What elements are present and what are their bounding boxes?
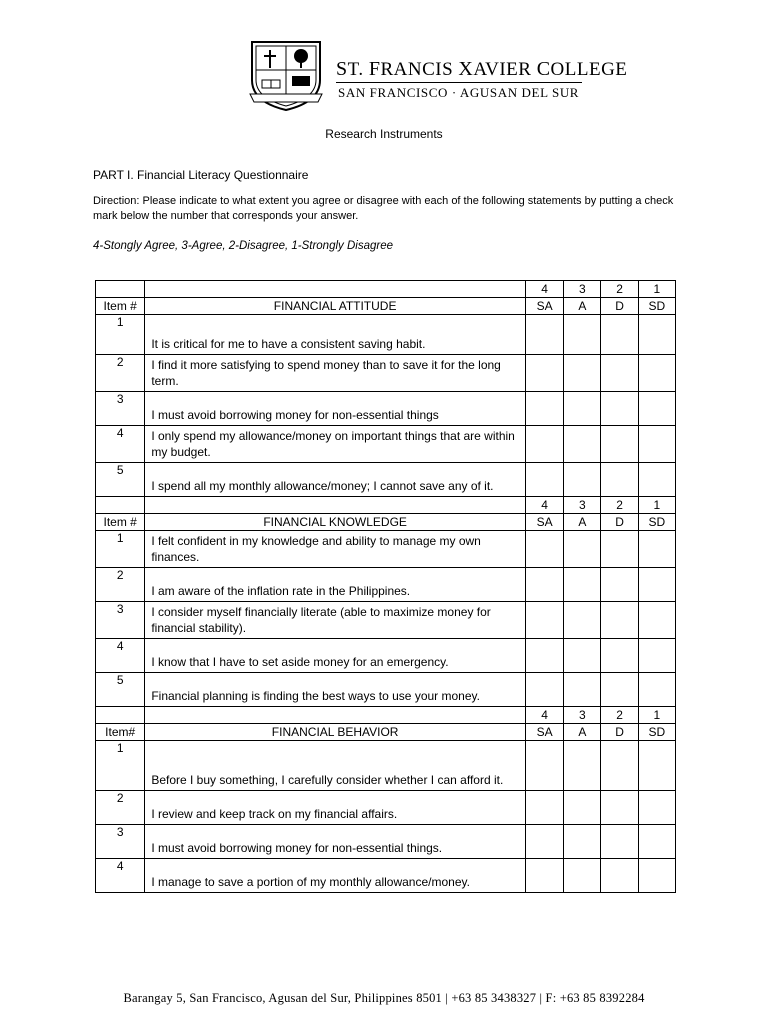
blank-cell <box>145 281 526 298</box>
college-seal-icon <box>246 36 326 112</box>
answer-checkbox-cell[interactable] <box>525 602 563 639</box>
item-number: 5 <box>96 673 145 707</box>
scale-code: SA <box>525 514 563 531</box>
statement-text: I must avoid borrowing money for non-essential things <box>145 392 526 426</box>
item-number: 3 <box>96 825 145 859</box>
scale-number-row <box>96 707 676 724</box>
section-title: FINANCIAL ATTITUDE <box>145 298 526 315</box>
answer-checkbox-cell[interactable] <box>525 791 563 825</box>
table-row <box>96 825 676 859</box>
answer-checkbox-cell[interactable] <box>638 602 675 639</box>
statement-text: I manage to save a portion of my monthly allowance/money. <box>145 859 526 893</box>
answer-checkbox-cell[interactable] <box>638 426 675 463</box>
scale-code: SD <box>638 298 675 315</box>
table-row <box>96 741 676 791</box>
answer-checkbox-cell[interactable] <box>525 355 563 392</box>
statement-text: I know that I have to set aside money for an emergency. <box>145 639 526 673</box>
answer-checkbox-cell[interactable] <box>525 639 563 673</box>
answer-checkbox-cell[interactable] <box>525 741 563 791</box>
answer-checkbox-cell[interactable] <box>564 531 601 568</box>
scale-number-row <box>96 281 676 298</box>
answer-checkbox-cell[interactable] <box>564 426 601 463</box>
answer-checkbox-cell[interactable] <box>638 741 675 791</box>
scale-number: 4 <box>525 707 563 724</box>
answer-checkbox-cell[interactable] <box>638 355 675 392</box>
answer-checkbox-cell[interactable] <box>638 825 675 859</box>
answer-checkbox-cell[interactable] <box>601 463 638 497</box>
scale-number: 1 <box>638 497 675 514</box>
answer-checkbox-cell[interactable] <box>601 791 638 825</box>
answer-checkbox-cell[interactable] <box>564 355 601 392</box>
answer-checkbox-cell[interactable] <box>601 859 638 893</box>
answer-checkbox-cell[interactable] <box>601 673 638 707</box>
table-row <box>96 463 676 497</box>
item-number: 3 <box>96 602 145 639</box>
scale-number: 2 <box>601 497 638 514</box>
answer-checkbox-cell[interactable] <box>525 426 563 463</box>
scale-number-row <box>96 497 676 514</box>
item-number: 2 <box>96 568 145 602</box>
statement-text: I am aware of the inflation rate in the Philippines. <box>145 568 526 602</box>
item-number-header: Item# <box>96 724 145 741</box>
item-number: 1 <box>96 741 145 791</box>
direction-text: Direction: Please indicate to what extent you agree or disagree with each of the following statements by putting a check mark below the number that corresponds your answer. <box>93 195 674 222</box>
answer-checkbox-cell[interactable] <box>601 825 638 859</box>
blank-cell <box>96 497 145 514</box>
section-title: FINANCIAL BEHAVIOR <box>145 724 526 741</box>
answer-checkbox-cell[interactable] <box>525 463 563 497</box>
item-number: 3 <box>96 392 145 426</box>
table-row <box>96 859 676 893</box>
answer-checkbox-cell[interactable] <box>525 392 563 426</box>
answer-checkbox-cell[interactable] <box>525 673 563 707</box>
answer-checkbox-cell[interactable] <box>564 392 601 426</box>
statement-text: I find it more satisfying to spend money than to save it for the long term. <box>145 355 526 392</box>
answer-checkbox-cell[interactable] <box>601 639 638 673</box>
item-number: 2 <box>96 791 145 825</box>
statement-text: Financial planning is finding the best ways to use your money. <box>145 673 526 707</box>
item-number: 5 <box>96 463 145 497</box>
table-row <box>96 426 676 463</box>
answer-checkbox-cell[interactable] <box>525 859 563 893</box>
statement-text: I consider myself financially literate (able to maximize money for financial stability). <box>145 602 526 639</box>
answer-checkbox-cell[interactable] <box>564 568 601 602</box>
scale-number: 3 <box>564 707 601 724</box>
answer-checkbox-cell[interactable] <box>601 531 638 568</box>
scale-number: 3 <box>564 497 601 514</box>
section-header-row <box>96 514 676 531</box>
scale-code: A <box>564 724 601 741</box>
statement-text: Before I buy something, I carefully consider whether I can afford it. <box>145 741 526 791</box>
table-row <box>96 673 676 707</box>
scale-code: A <box>564 514 601 531</box>
scale-number: 2 <box>601 707 638 724</box>
scale-code: SD <box>638 514 675 531</box>
section-header-row <box>96 724 676 741</box>
part-title: PART I. Financial Literacy Questionnaire <box>93 168 309 182</box>
item-number: 2 <box>96 355 145 392</box>
answer-checkbox-cell[interactable] <box>564 859 601 893</box>
answer-checkbox-cell[interactable] <box>601 741 638 791</box>
table-row <box>96 355 676 392</box>
statement-text: I only spend my allowance/money on important things that are within my budget. <box>145 426 526 463</box>
scale-number: 1 <box>638 281 675 298</box>
answer-checkbox-cell[interactable] <box>525 531 563 568</box>
scale-number: 4 <box>525 281 563 298</box>
scale-code: D <box>601 298 638 315</box>
blank-cell <box>96 707 145 724</box>
rating-scale: 4-Stongly Agree, 3-Agree, 2-Disagree, 1-Strongly Disagree <box>93 240 393 252</box>
answer-checkbox-cell[interactable] <box>564 825 601 859</box>
answer-checkbox-cell[interactable] <box>564 673 601 707</box>
item-number-header: Item # <box>96 514 145 531</box>
answer-checkbox-cell[interactable] <box>638 639 675 673</box>
scale-code: D <box>601 724 638 741</box>
scale-number: 2 <box>601 281 638 298</box>
statement-text: I felt confident in my knowledge and ability to manage my own finances. <box>145 531 526 568</box>
answer-checkbox-cell[interactable] <box>564 791 601 825</box>
item-number: 4 <box>96 426 145 463</box>
answer-checkbox-cell[interactable] <box>638 392 675 426</box>
scale-code: SA <box>525 724 563 741</box>
answer-checkbox-cell[interactable] <box>601 426 638 463</box>
footer-address: Barangay 5, San Francisco, Agusan del Sur, Philippines 8501 | +63 85 3438327 | F: +63 85 8392284 <box>123 991 645 1005</box>
answer-checkbox-cell[interactable] <box>638 568 675 602</box>
section-header-row <box>96 298 676 315</box>
answer-checkbox-cell[interactable] <box>564 315 601 355</box>
table-row <box>96 531 676 568</box>
answer-checkbox-cell[interactable] <box>525 315 563 355</box>
scale-number: 3 <box>564 281 601 298</box>
scale-code: A <box>564 298 601 315</box>
header-rule <box>336 82 582 83</box>
answer-checkbox-cell[interactable] <box>638 531 675 568</box>
answer-checkbox-cell[interactable] <box>564 741 601 791</box>
answer-checkbox-cell[interactable] <box>564 639 601 673</box>
answer-checkbox-cell[interactable] <box>638 315 675 355</box>
answer-checkbox-cell[interactable] <box>564 463 601 497</box>
table-row <box>96 392 676 426</box>
table-row <box>96 315 676 355</box>
statement-text: I spend all my monthly allowance/money; I cannot save any of it. <box>145 463 526 497</box>
answer-checkbox-cell[interactable] <box>638 791 675 825</box>
section-title: FINANCIAL KNOWLEDGE <box>145 514 526 531</box>
answer-checkbox-cell[interactable] <box>601 392 638 426</box>
blank-cell <box>96 281 145 298</box>
item-number: 1 <box>96 531 145 568</box>
college-name: ST. FRANCIS XAVIER COLLEGE <box>336 58 628 80</box>
item-number-header: Item # <box>96 298 145 315</box>
scale-code: SD <box>638 724 675 741</box>
answer-checkbox-cell[interactable] <box>601 602 638 639</box>
blank-cell <box>145 497 526 514</box>
blank-cell <box>145 707 526 724</box>
answer-checkbox-cell[interactable] <box>638 673 675 707</box>
questionnaire-table <box>95 280 676 893</box>
answer-checkbox-cell[interactable] <box>638 859 675 893</box>
answer-checkbox-cell[interactable] <box>601 315 638 355</box>
answer-checkbox-cell[interactable] <box>525 825 563 859</box>
statement-text: I review and keep track on my financial affairs. <box>145 791 526 825</box>
scale-number: 1 <box>638 707 675 724</box>
answer-checkbox-cell[interactable] <box>525 568 563 602</box>
table-row <box>96 639 676 673</box>
scale-code: SA <box>525 298 563 315</box>
item-number: 4 <box>96 639 145 673</box>
item-number: 4 <box>96 859 145 893</box>
document-title: Research Instruments <box>325 127 443 141</box>
answer-checkbox-cell[interactable] <box>564 602 601 639</box>
table-row <box>96 602 676 639</box>
college-location: SAN FRANCISCO · AGUSAN DEL SUR <box>338 85 580 100</box>
statement-text: It is critical for me to have a consistent saving habit. <box>145 315 526 355</box>
answer-checkbox-cell[interactable] <box>638 463 675 497</box>
answer-checkbox-cell[interactable] <box>601 355 638 392</box>
scale-code: D <box>601 514 638 531</box>
statement-text: I must avoid borrowing money for non-essential things. <box>145 825 526 859</box>
scale-number: 4 <box>525 497 563 514</box>
letterhead <box>246 36 628 112</box>
item-number: 1 <box>96 315 145 355</box>
table-row <box>96 791 676 825</box>
table-row <box>96 568 676 602</box>
answer-checkbox-cell[interactable] <box>601 568 638 602</box>
